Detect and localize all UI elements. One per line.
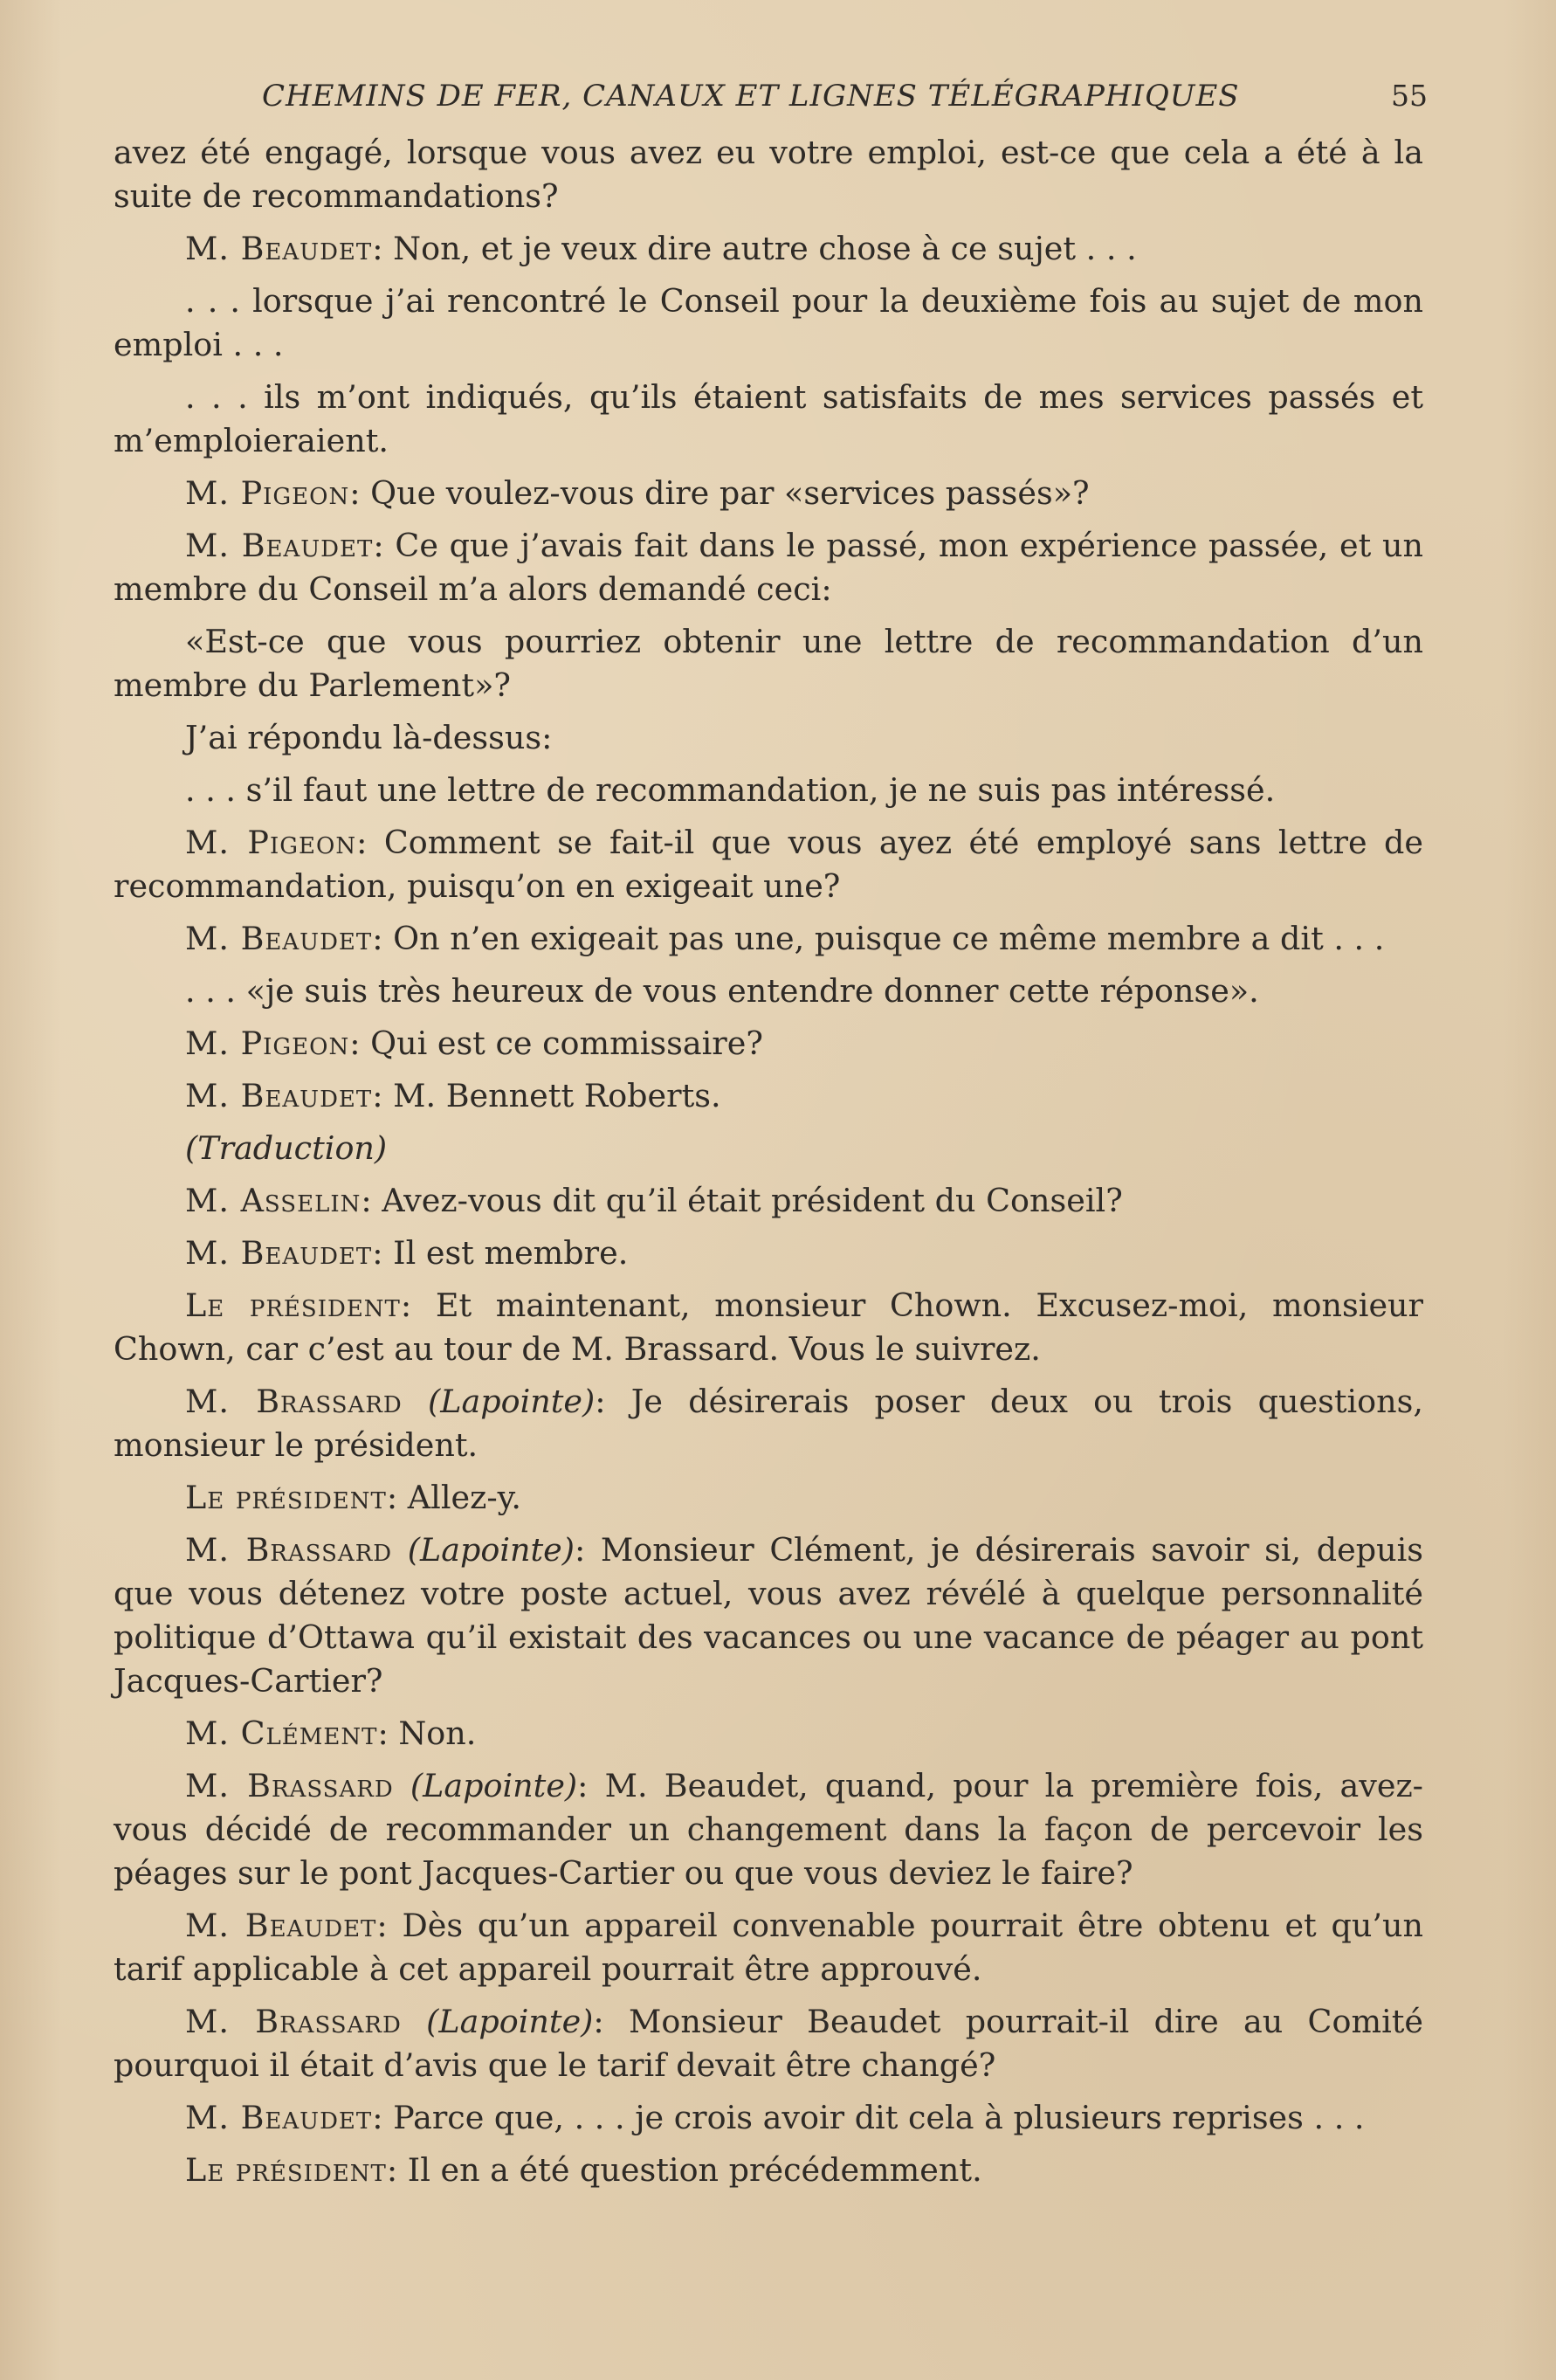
paragraph [114, 1904, 1423, 1991]
speaker-name: M. Brassard [185, 1531, 393, 1569]
separator: : [577, 1767, 605, 1804]
paragraph [114, 472, 1423, 515]
paragraph-text: Je désirerais poser deux ou trois questions, monsieur le président. [114, 1383, 1423, 1464]
body-text [114, 131, 1423, 2192]
paragraph-text: . . . «je suis très heureux de vous entendre donner cette réponse». [185, 972, 1259, 1010]
speaker-name: M. Beaudet [185, 1077, 373, 1114]
paragraph-text: On n’en exigeait pas une, puisque ce même membre a dit . . . [393, 920, 1385, 957]
separator: : [593, 2003, 630, 2040]
separator: : [372, 2099, 394, 2136]
separator: : [349, 474, 371, 512]
speaker-name: Le président [185, 2151, 387, 2189]
speaker-name: M. Beaudet [185, 1234, 373, 1272]
speaker-name: M. Pigeon [185, 474, 350, 512]
paragraph [114, 821, 1423, 908]
separator: : [373, 527, 396, 564]
speaker-name: M. Beaudet [185, 1907, 377, 1944]
speaker-name: M. Brassard [185, 1383, 403, 1420]
speaker-name: M. Beaudet [185, 527, 374, 564]
speaker-name: M. Beaudet [185, 2099, 373, 2136]
paragraph [114, 227, 1423, 271]
paragraph [114, 2096, 1423, 2140]
paragraph-text: Comment se fait-il que vous ayez été employé sans lettre de recommandation, puisqu’on en exigeait une? [114, 824, 1423, 905]
speaker-name: M. Pigeon [185, 1024, 350, 1062]
paragraph-text: Que voulez-vous dire par «services passés»? [370, 474, 1090, 512]
paragraph [114, 131, 1423, 218]
paragraph [114, 376, 1423, 463]
separator: : [400, 1287, 436, 1324]
paragraph [114, 620, 1423, 707]
speaker-name: M. Beaudet [185, 230, 373, 267]
paragraph-text: Il est membre. [393, 1234, 629, 1272]
paragraph [114, 1231, 1423, 1275]
paragraph [114, 524, 1423, 611]
separator: : [386, 2151, 408, 2189]
paragraph-text: avez été engagé, lorsque vous avez eu votre emploi, est-ce que cela a été à la suite de recommandations? [114, 134, 1423, 215]
paragraph [114, 2000, 1423, 2087]
paragraph [114, 716, 1423, 760]
page-number: 55 [1391, 79, 1428, 113]
separator: : [595, 1383, 631, 1420]
separator: : [356, 824, 384, 861]
speaker-name: M. Clément [185, 1714, 378, 1752]
separator: : [349, 1024, 371, 1062]
paragraph [114, 279, 1423, 367]
paragraph [114, 769, 1423, 812]
paragraph [114, 1528, 1423, 1703]
running-head [114, 70, 1428, 131]
page [114, 70, 1428, 2201]
speaker-name: M. Pigeon [185, 824, 357, 861]
paragraph-text: M. Bennett Roberts. [393, 1077, 721, 1114]
separator: : [372, 230, 394, 267]
speaker-name: Le président [185, 1287, 401, 1324]
paragraph-text: Ce que j’avais fait dans le passé, mon expérience passée, et un membre du Conseil m’a alors demandé ceci: [114, 527, 1423, 608]
speaker-name: M. Brassard [185, 2003, 402, 2040]
speaker-riding: (Lapointe) [427, 1383, 596, 1420]
paragraph [114, 1022, 1423, 1066]
speaker-name: Le président [185, 1479, 387, 1516]
paragraph-text: . . . ils m’ont indiqués, qu’ils étaient satisfaits de mes services passés et m’emploieraient. [114, 378, 1423, 459]
paragraph-text: Et maintenant, monsieur Chown. Excusez-moi, monsieur Chown, car c’est au tour de M. Brassard. Vous le suivrez. [114, 1287, 1423, 1368]
paragraph-text: . . . lorsque j’ai rencontré le Conseil pour la deuxième fois au sujet de mon emploi . . . [114, 282, 1423, 363]
paragraph-text: Il en a été question précédemment. [407, 2151, 982, 2189]
paragraph-text: J’ai répondu là-dessus: [185, 719, 553, 756]
speaker-name: M. Brassard [185, 1767, 394, 1804]
speaker-riding: (Lapointe) [410, 1767, 578, 1804]
speaker-name: M. Asselin [185, 1182, 361, 1219]
paragraph [114, 969, 1423, 1013]
separator: : [372, 1234, 394, 1272]
paragraph [114, 1476, 1423, 1520]
paragraph-text: Parce que, . . . je crois avoir dit cela à plusieurs reprises . . . [393, 2099, 1365, 2136]
paragraph-text: Non, et je veux dire autre chose à ce sujet . . . [393, 230, 1137, 267]
paragraph-text: . . . s’il faut une lettre de recommandation, je ne suis pas intéressé. [185, 771, 1276, 809]
paragraph-text: M. Beaudet, quand, pour la première fois, avez-vous décidé de recommander un changement dans la façon de percevoir les péages sur le pont Jacques-Cartier ou que vous deviez le faire? [114, 1767, 1424, 1892]
paragraph-text: Avez-vous dit qu’il était président du Conseil? [382, 1182, 1123, 1219]
paragraph [114, 1179, 1423, 1223]
paragraph [114, 1764, 1423, 1895]
paragraph-text: Non. [398, 1714, 477, 1752]
paragraph-text: Dès qu’un appareil convenable pourrait être obtenu et qu’un tarif applicable à cet appareil pourrait être approuvé. [114, 1907, 1423, 1988]
separator: : [386, 1479, 408, 1516]
paragraph [114, 917, 1423, 961]
separator: : [575, 1531, 601, 1569]
paragraph-text: «Est-ce que vous pourriez obtenir une lettre de recommandation d’un membre du Parlement»? [114, 623, 1423, 704]
separator: : [377, 1714, 399, 1752]
paragraph [114, 2149, 1423, 2192]
running-title: CHEMINS DE FER, CANAUX ET LIGNES TÉLÉGRAPHIQUES [262, 79, 1240, 114]
paragraph [114, 1074, 1423, 1118]
paragraph-text: Qui est ce commissaire? [370, 1024, 763, 1062]
paragraph-text: Monsieur Beaudet pourrait-il dire au Comité pourquoi il était d’avis que le tarif devait être changé? [114, 2003, 1424, 2084]
speaker-riding: (Lapointe) [426, 2003, 594, 2040]
paragraph-text: Allez-y. [407, 1479, 522, 1516]
speaker-riding: (Lapointe) [407, 1531, 575, 1569]
separator: : [372, 1077, 394, 1114]
paragraph [114, 1712, 1423, 1756]
paragraph-text: Monsieur Clément, je désirerais savoir si, depuis que vous détenez votre poste actuel, vous avez révélé à quelque personnalité politique d’Ottawa qu’il existait des vacances ou une vacance de péager au pont Jacques-Cartier? [114, 1531, 1423, 1700]
speaker-riding: (Traduction) [185, 1129, 388, 1167]
separator: : [361, 1182, 382, 1219]
paragraph [114, 1127, 1423, 1170]
paragraph [114, 1380, 1423, 1467]
paragraph [114, 1284, 1423, 1371]
separator: : [376, 1907, 403, 1944]
separator: : [372, 920, 394, 957]
speaker-name: M. Beaudet [185, 920, 373, 957]
